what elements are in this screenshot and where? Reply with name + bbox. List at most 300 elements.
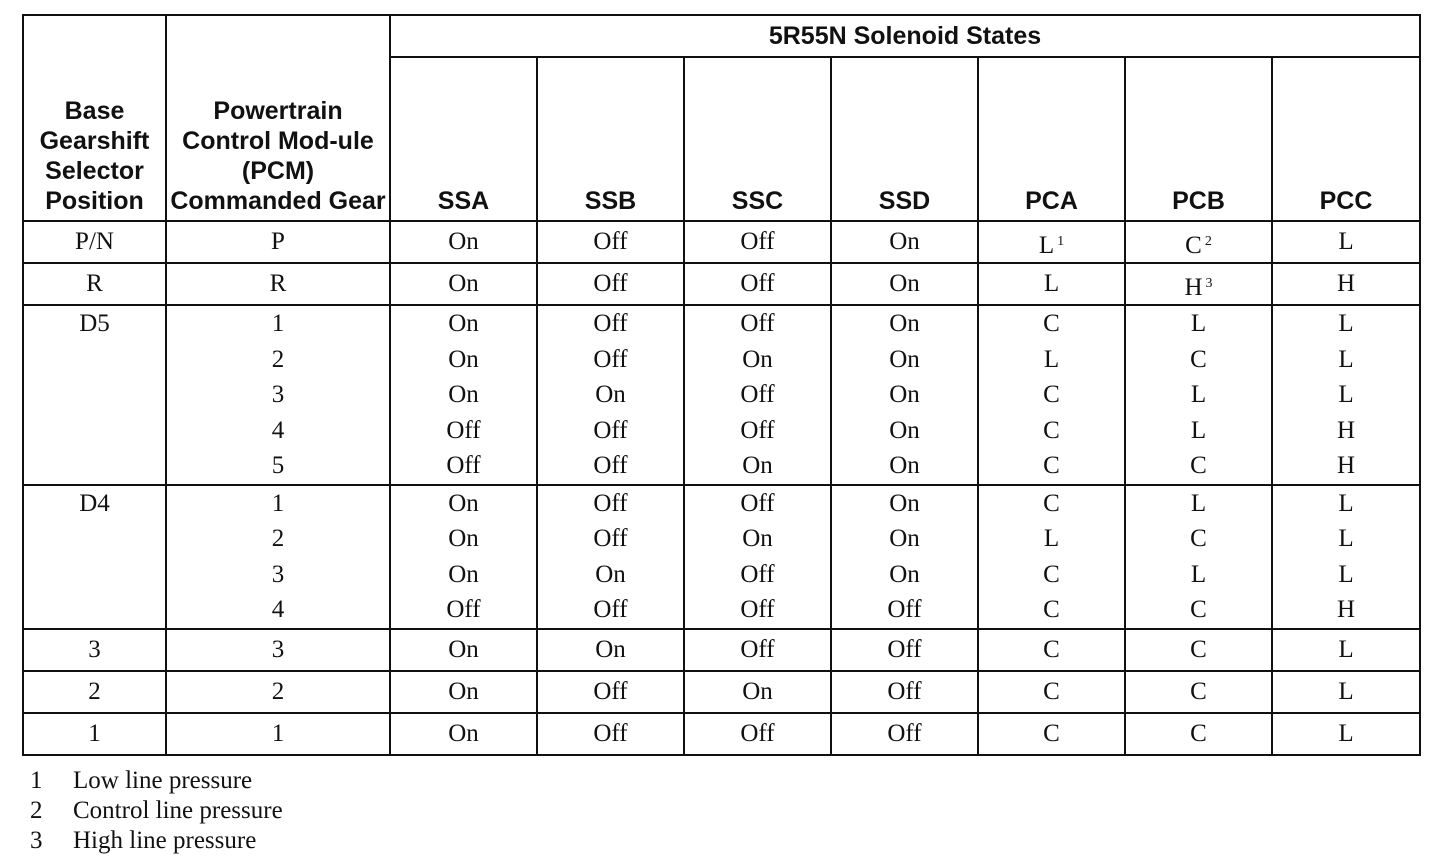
solenoid-state: C [1190,719,1207,747]
solenoid-state: On [742,525,773,552]
commanded-gear: 1 [271,489,285,517]
solenoid-state-cell-ssd [831,221,978,263]
solenoid-state-line [685,714,830,754]
header-ssc: SSC [684,57,831,221]
solenoid-state-line [391,342,536,378]
commanded-gear: 1 [271,719,285,747]
solenoid-state-cell-ssc [684,485,831,629]
solenoid-state: L [1338,560,1354,588]
footnote-text: High line pressure [73,827,257,854]
selector-position: P/N [75,228,114,255]
commanded-gear: 2 [271,345,285,373]
solenoid-state: Off [593,719,628,747]
solenoid-state-line [979,306,1124,342]
solenoid-state-line [832,592,977,628]
solenoid-state-line [979,486,1124,522]
solenoid-state-line [1126,306,1271,342]
solenoid-state-cell-ssa [390,713,537,755]
header-pcm-gear: Powertrain Control Mod-ule (PCM) Commanded Gear [166,15,390,221]
solenoid-state: C [1190,677,1207,705]
solenoid-state: C [1190,525,1207,552]
solenoid-state-line [832,521,977,557]
solenoid-state-line [685,592,830,628]
header-pca: PCA [978,57,1125,221]
solenoid-state: On [595,635,626,663]
solenoid-state: L [1190,381,1207,408]
solenoid-state-line [538,672,683,712]
commanded-gear: 1 [271,310,285,337]
solenoid-state-line [538,557,683,593]
solenoid-state-cell-pcb [1125,713,1272,755]
solenoid-state: Off [740,270,775,297]
solenoid-state-line [979,222,1124,262]
solenoid-state: Off [593,416,628,444]
solenoid-state: On [448,719,479,747]
solenoid-state: Off [446,452,481,479]
footnote-item [30,766,283,796]
table-row [23,485,1420,629]
solenoid-state-line [832,557,977,593]
solenoid-state: On [448,677,479,705]
solenoid-state: On [595,560,626,588]
solenoid-state: On [889,489,920,517]
solenoid-state-line [391,222,536,262]
solenoid-state-line [1273,521,1419,557]
commanded-gear-cell [166,221,390,263]
solenoid-state-line [979,592,1124,628]
solenoid-state: Off [593,596,628,623]
solenoid-state: On [595,381,626,408]
solenoid-state-line [979,521,1124,557]
solenoid-state-line [538,306,683,342]
solenoid-state: H [1336,452,1356,479]
solenoid-state-line [1273,486,1419,522]
solenoid-state-line [685,448,830,484]
footnote-text: Control line pressure [73,797,283,824]
commanded-gear-cell [166,713,390,755]
solenoid-state-line [832,714,977,754]
solenoid-state-cell-pcc [1272,713,1420,755]
solenoid-state: Off [593,310,628,337]
table-row [23,305,1420,485]
solenoid-state: On [889,525,920,552]
solenoid-state: L [1338,228,1354,255]
solenoid-state-cell-ssb [537,263,684,305]
solenoid-state: Off [446,596,481,623]
solenoid-state-cell-ssc [684,221,831,263]
solenoid-state-cell-ssd [831,263,978,305]
solenoid-state: L [1338,489,1354,517]
solenoid-state: On [448,525,479,552]
solenoid-state: On [889,452,920,479]
solenoid-state-line [685,377,830,413]
solenoid-state: C [1043,489,1060,517]
solenoid-state: On [448,381,479,408]
solenoid-state-cell-pca [978,485,1125,629]
solenoid-state-line [979,377,1124,413]
selector-position: 3 [88,635,101,663]
selector-position-cell [23,305,166,485]
solenoid-state-cell-ssc [684,263,831,305]
solenoid-state: On [448,345,479,373]
solenoid-state: L [1190,310,1207,337]
solenoid-state: L [1338,525,1354,552]
solenoid-state-line [832,486,977,522]
solenoid-state-line [685,486,830,522]
solenoid-state-line [1126,672,1271,712]
solenoid-state-cell-pcc [1272,263,1420,305]
solenoid-state: L [1338,677,1354,705]
solenoid-state-cell-pca [978,221,1125,263]
solenoid-state-line [391,557,536,593]
solenoid-state-line [538,264,683,304]
solenoid-state-line [979,557,1124,593]
solenoid-state-line [538,714,683,754]
solenoid-state-cell-ssd [831,305,978,485]
table-row [23,713,1420,755]
solenoid-state-cell-pcc [1272,629,1420,671]
commanded-gear: P [271,228,285,255]
solenoid-state: C [1190,596,1207,623]
solenoid-state-line [1126,264,1271,304]
solenoid-state-line [1273,377,1419,413]
solenoid-state-cell-ssc [684,629,831,671]
solenoid-state-line [391,264,536,304]
solenoid-state-line [1126,557,1271,593]
solenoid-state-cell-ssb [537,713,684,755]
table-row [23,671,1420,713]
solenoid-state-line [391,306,536,342]
solenoid-state-line [1273,448,1419,484]
solenoid-state: L [1190,416,1207,444]
solenoid-state-cell-ssa [390,671,537,713]
solenoid-state-line [391,714,536,754]
solenoid-state-cell-pcb [1125,671,1272,713]
solenoid-state-line [538,486,683,522]
solenoid-state-line [1273,592,1419,628]
commanded-gear: 3 [271,560,285,588]
solenoid-state-cell-pcc [1272,221,1420,263]
solenoid-state: On [889,228,920,255]
solenoid-state-cell-pca [978,629,1125,671]
solenoid-state-line [1273,714,1419,754]
solenoid-state-line [1126,342,1271,378]
selector-position-cell [23,263,166,305]
solenoid-state: On [742,677,773,705]
solenoid-state: C [1043,381,1060,408]
solenoid-state-line [538,448,683,484]
footnote-number: 3 [30,827,43,854]
solenoid-state-line [979,264,1124,304]
solenoid-state-line [979,630,1124,670]
solenoid-state: Off [740,381,775,408]
solenoid-state: On [448,228,479,255]
solenoid-state-line [1273,342,1419,378]
solenoid-table-container [22,14,1419,756]
commanded-gear: 2 [271,525,285,552]
solenoid-state-line [685,557,830,593]
solenoid-state: C [1190,635,1207,663]
commanded-gear-cell [166,671,390,713]
header-ssa: SSA [390,57,537,221]
solenoid-state-line [832,448,977,484]
solenoid-state: On [889,560,920,588]
solenoid-state: H [1336,596,1356,623]
header-ssd: SSD [831,57,978,221]
solenoid-state-cell-ssb [537,629,684,671]
solenoid-state: H [1336,416,1356,444]
solenoid-state-line [979,714,1124,754]
table-body [23,221,1420,755]
solenoid-state: Off [740,719,775,747]
solenoid-state: C [1043,635,1060,663]
solenoid-state: L [1338,345,1354,373]
solenoid-state-line [685,264,830,304]
commanded-gear: 4 [271,596,285,623]
solenoid-state: On [889,416,920,444]
solenoid-state-line [538,342,683,378]
footnote-ref: 3 [1205,276,1213,291]
header-selector-position: Base Gearshift Selector Position [23,15,166,221]
solenoid-state-line [685,521,830,557]
solenoid-state: On [742,452,773,479]
solenoid-state: On [448,310,479,337]
solenoid-state: On [448,560,479,588]
solenoid-state-line [1126,630,1271,670]
solenoid-state: L [1338,635,1354,663]
commanded-gear: 3 [271,381,285,408]
solenoid-state: C [1043,596,1060,623]
solenoid-state-line [832,264,977,304]
solenoid-state: L [1338,719,1354,747]
solenoid-state-cell-ssd [831,485,978,629]
solenoid-state-cell-ssa [390,485,537,629]
solenoid-state: On [742,345,773,373]
solenoid-state: C [1185,232,1202,259]
solenoid-state-line [1273,306,1419,342]
solenoid-state: Off [887,596,922,623]
solenoid-state-cell-ssc [684,713,831,755]
solenoid-state-line [391,630,536,670]
solenoid-state-cell-pcb [1125,629,1272,671]
solenoid-state: L [1190,489,1207,517]
solenoid-state-cell-pcb [1125,485,1272,629]
selector-position: 2 [88,677,101,705]
solenoid-state-cell-pcb [1125,263,1272,305]
solenoid-state: Off [740,635,775,663]
solenoid-state-line [832,342,977,378]
solenoid-state: L [1038,232,1055,259]
solenoid-state-line [391,413,536,449]
solenoid-state: Off [887,677,922,705]
solenoid-state-cell-ssb [537,221,684,263]
header-solenoid-states: 5R55N Solenoid States [390,15,1420,57]
solenoid-state-line [1126,521,1271,557]
solenoid-state: On [889,270,920,297]
solenoid-state-line [832,222,977,262]
commanded-gear: 4 [271,416,285,444]
solenoid-state-line [1273,630,1419,670]
footnotes [30,766,283,856]
solenoid-state-line [1126,377,1271,413]
table-row [23,629,1420,671]
solenoid-state-line [832,413,977,449]
header-pcc: PCC [1272,57,1420,221]
solenoid-state-line [979,342,1124,378]
selector-position: D5 [79,310,110,337]
solenoid-state-line [832,377,977,413]
solenoid-state-line [1126,486,1271,522]
footnote-item [30,796,283,826]
solenoid-state-line [538,413,683,449]
solenoid-state: Off [740,310,775,337]
solenoid-state: On [889,310,920,337]
solenoid-state: L [1043,345,1060,373]
selector-position: R [86,270,103,297]
solenoid-state: L [1043,525,1060,552]
solenoid-state-cell-pca [978,713,1125,755]
selector-position-cell [23,221,166,263]
solenoid-state-line [979,448,1124,484]
table-row [23,263,1420,305]
solenoid-state: Off [593,525,628,552]
solenoid-state: Off [593,677,628,705]
solenoid-state: L [1338,381,1354,408]
header-pcb: PCB [1125,57,1272,221]
solenoid-state-cell-pca [978,305,1125,485]
solenoid-state-cell-ssc [684,305,831,485]
solenoid-state: C [1043,719,1060,747]
solenoid-state-line [685,342,830,378]
solenoid-state: On [448,635,479,663]
solenoid-state-line [1273,672,1419,712]
solenoid-state: On [889,345,920,373]
selector-position-cell [23,671,166,713]
solenoid-state: C [1043,452,1060,479]
selector-position-cell [23,713,166,755]
selector-position-cell [23,485,166,629]
commanded-gear: 2 [271,677,285,705]
commanded-gear: R [269,270,287,297]
solenoid-state-cell-ssb [537,485,684,629]
footnote-number: 1 [30,767,43,794]
solenoid-state: Off [593,228,628,255]
commanded-gear-cell [166,263,390,305]
solenoid-state-cell-pcb [1125,305,1272,485]
solenoid-state-line [1273,557,1419,593]
solenoid-state: C [1043,677,1060,705]
solenoid-state-line [1126,222,1271,262]
solenoid-state: Off [740,489,775,517]
solenoid-state-cell-ssd [831,713,978,755]
solenoid-state-line [1126,592,1271,628]
solenoid-state-line [538,521,683,557]
footnote-text: Low line pressure [73,767,253,794]
solenoid-state-cell-ssd [831,671,978,713]
solenoid-state: L [1338,310,1354,337]
solenoid-state-cell-ssa [390,629,537,671]
solenoid-state: L [1190,560,1207,588]
solenoid-state-line [391,377,536,413]
solenoid-state-line [538,377,683,413]
solenoid-state-cell-pca [978,263,1125,305]
solenoid-state: Off [740,596,775,623]
solenoid-state-line [832,672,977,712]
selector-position: D4 [79,489,110,517]
solenoid-state-line [1273,264,1419,304]
footnote-ref: 1 [1057,234,1065,249]
solenoid-state: Off [740,560,775,588]
solenoid-state-line [391,672,536,712]
solenoid-state-line [685,306,830,342]
solenoid-state-line [391,448,536,484]
solenoid-state: Off [740,228,775,255]
selector-position: 1 [88,719,101,747]
solenoid-state-line [832,630,977,670]
commanded-gear-cell [166,629,390,671]
selector-position-cell [23,629,166,671]
commanded-gear: 5 [271,452,285,479]
commanded-gear: 3 [271,635,285,663]
solenoid-state: Off [446,416,481,444]
solenoid-state-line [1126,413,1271,449]
solenoid-state: C [1043,416,1060,444]
solenoid-state: On [448,270,479,297]
solenoid-state-line [538,222,683,262]
table-row [23,221,1420,263]
solenoid-state-cell-pcc [1272,671,1420,713]
solenoid-state-line [391,486,536,522]
solenoid-states-table [22,14,1421,756]
solenoid-state: Off [887,635,922,663]
solenoid-state: Off [887,719,922,747]
solenoid-state: Off [593,489,628,517]
footnote-item [30,826,283,856]
solenoid-state-line [1126,448,1271,484]
solenoid-state-line [685,630,830,670]
solenoid-state-line [538,592,683,628]
solenoid-state-cell-ssa [390,263,537,305]
commanded-gear-cell [166,485,390,629]
solenoid-state-line [832,306,977,342]
footnote-ref: 2 [1204,234,1212,249]
solenoid-state-line [1126,714,1271,754]
solenoid-state-line [979,413,1124,449]
solenoid-state: H [1336,270,1356,297]
solenoid-state-line [1273,413,1419,449]
footnote-number: 2 [30,797,43,824]
solenoid-state-line [391,592,536,628]
solenoid-state-cell-ssc [684,671,831,713]
solenoid-state-line [979,672,1124,712]
header-ssb: SSB [537,57,684,221]
solenoid-state-cell-pcb [1125,221,1272,263]
solenoid-state-line [685,413,830,449]
solenoid-state: Off [593,270,628,297]
solenoid-state: H [1184,274,1203,301]
solenoid-state-cell-ssa [390,305,537,485]
solenoid-state-line [685,672,830,712]
solenoid-state-cell-ssa [390,221,537,263]
solenoid-state: C [1043,310,1060,337]
solenoid-state-cell-ssd [831,629,978,671]
solenoid-state: L [1043,270,1060,297]
solenoid-state: C [1043,560,1060,588]
solenoid-state-cell-ssb [537,671,684,713]
commanded-gear-cell [166,305,390,485]
solenoid-state: C [1190,345,1207,373]
solenoid-state-line [391,521,536,557]
